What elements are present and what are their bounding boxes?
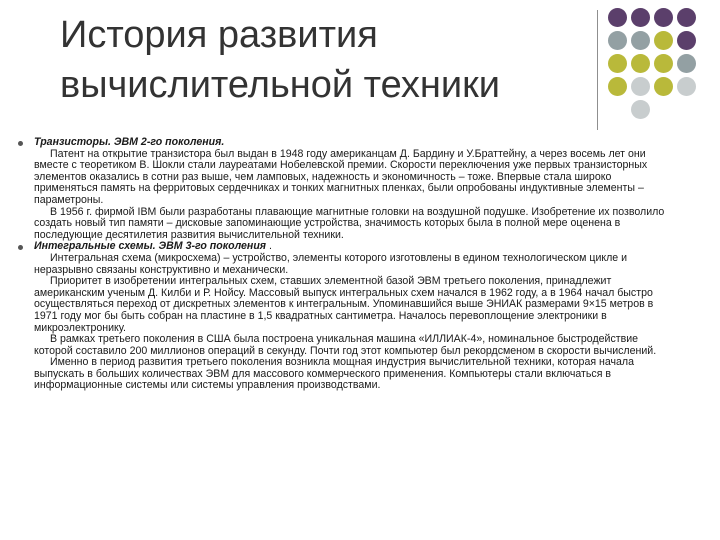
decorative-dot-grid [608, 8, 700, 123]
decorative-dot [608, 100, 627, 119]
decorative-dot [654, 77, 673, 96]
slide-title [60, 10, 600, 110]
decorative-dot [631, 8, 650, 27]
title-divider-line [597, 10, 598, 130]
decorative-dot [608, 8, 627, 27]
section-heading: Транзисторы. ЭВМ 2-го поколения. [34, 136, 225, 148]
section-heading-tail: . [268, 240, 272, 253]
paragraph: Приоритет в изобретении интегральных схем, ставших элементной базой ЭВМ третьего поколения, принадлежит американским ученым Д. Килби и Р. Нойсу. Массовый выпуск интегральных схем начался в 1962 году, а в 1964 начал быстро осуществляться переход от дискретных элементов к интегральным. Упоминавшийся выше ЭНИАК размерами 9×15 метров в 1971 году мог бы быть собран на пластине в 1,5 квадратных сантиметра. Началось перевоплощение электроники в микроэлектронику. [34, 275, 654, 334]
decorative-dot [631, 100, 650, 119]
decorative-dot [654, 100, 673, 119]
decorative-dot [654, 8, 673, 27]
decorative-dot [654, 31, 673, 50]
slide-body [18, 137, 674, 392]
paragraph: Именно в период развития третьего поколения возникла мощная индустрия вычислительной техники, которая начала выпускать в больших количествах ЭВМ для массового коммерческого применения. Компьютеры стали включаться в информационные системы или системы управления производствами. [34, 356, 635, 392]
decorative-dot [631, 77, 650, 96]
paragraph: В рамках третьего поколения в США была построена уникальная машина «ИЛЛИАК-4», номинальное быстродействие которой составило 200 миллионов операций в секунду. Почти год этот компьютер был рекордсменом в скорости вычислений. [34, 333, 657, 357]
bullet-item-transistors [18, 137, 674, 241]
paragraph: В 1956 г. фирмой IBM были разработаны плавающие магнитные головки на воздушной подушке. Изобретение их позволило создать новый тип памяти – дисковые запоминающие устройства, значимость которых была в полной мере оценена в последующие десятилетия развития вычислительной техники. [34, 205, 665, 241]
decorative-dot [654, 54, 673, 73]
decorative-dot [608, 31, 627, 50]
decorative-dot [677, 77, 696, 96]
decorative-dot [677, 31, 696, 50]
paragraph: Патент на открытие транзистора был выдан в 1948 году американцам Д. Бардину и У.Браттейну, а через восемь лет они вместе с теоретиком В. Шокли стали лауреатами Нобелевской премии. Скорости переключения уже первых транзисторных элементов оказались в сотни раз выше, чем ламповых, надежность и экономичность – тоже. Впервые стала широко применяться память на ферритовых сердечниках и тонких магнитных пленках, были опробованы индуктивные элементы – параметроны. [34, 147, 648, 206]
decorative-dot [631, 54, 650, 73]
bullet-dot-icon [18, 245, 23, 250]
decorative-dot [608, 77, 627, 96]
bullet-dot-icon [18, 141, 23, 146]
decorative-dot [608, 54, 627, 73]
decorative-dot [677, 8, 696, 27]
bullet-item-integrated-circuits [18, 241, 674, 392]
paragraph: Интегральная схема (микросхема) – устройство, элементы которого изготовлены в едином технологическом цикле и неразрывно связаны конструктивно и механически. [34, 251, 628, 276]
decorative-dot [631, 31, 650, 50]
decorative-dot [677, 100, 696, 119]
decorative-dot [677, 54, 696, 73]
slide-title-line-1: История развития [60, 14, 378, 56]
section-heading: Интегральные схемы. ЭВМ 3-го поколения [34, 240, 267, 253]
slide-title-line-2: вычислительной техники [60, 64, 500, 106]
